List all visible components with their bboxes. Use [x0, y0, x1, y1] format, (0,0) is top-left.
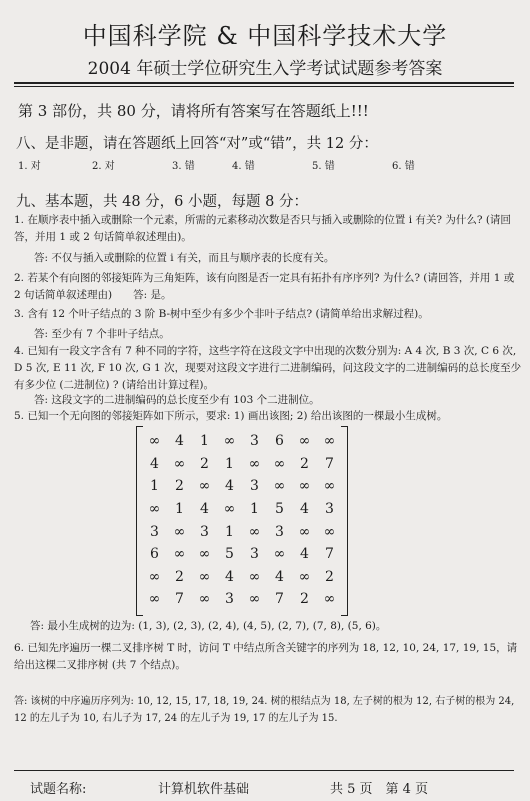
- section9-heading: 九、基本题，共 48 分，6 小题，每题 8 分：: [16, 194, 308, 210]
- footer-rule: [14, 770, 514, 771]
- matrix-cell: ∞: [323, 591, 336, 608]
- answer-4: 答: 这段文字的二进制编码的总长度至少有 103 个二进制位。: [34, 394, 320, 406]
- matrix-cell: 3: [250, 478, 259, 495]
- matrix-cell: 4: [275, 568, 284, 585]
- matrix-cell: ∞: [298, 433, 311, 450]
- matrix-cell: 1: [175, 501, 184, 518]
- matrix-cell: 7: [325, 455, 334, 472]
- matrix-cell: ∞: [248, 455, 261, 472]
- matrix-cell: ∞: [148, 501, 161, 518]
- header-rule: [14, 82, 514, 84]
- matrix-cell: ∞: [323, 523, 336, 540]
- matrix-cell: ∞: [148, 591, 161, 608]
- matrix-cell: ∞: [248, 568, 261, 585]
- matrix-cell: 3: [200, 523, 209, 540]
- matrix-cell: ∞: [248, 523, 261, 540]
- matrix-cell: ∞: [323, 433, 336, 450]
- matrix-row: [142, 498, 342, 521]
- tf-answer-5: 5. 错: [312, 161, 335, 172]
- matrix-cell: ∞: [223, 501, 236, 518]
- matrix-cell: ∞: [198, 591, 211, 608]
- tf-answer-3: 3. 错: [172, 161, 195, 172]
- matrix-cell: 2: [300, 591, 309, 608]
- question-4: 4. 已知有一段文字含有 7 种不同的字符，这些字符在这段文字中出现的次数分别为: A 4 次, B 3 次, C 6 次, D 5 次, E 11 次, F 10 次, G 1 次，现要对这段文字进行二进制编码，问这段文字的二进制编码的总长度至少有多少位 (二进制位) ? (请给出计算过程)。: [14, 345, 522, 391]
- matrix-cell: ∞: [273, 455, 286, 472]
- matrix-cell: ∞: [298, 568, 311, 585]
- question-5: 5. 已知一个无向图的邻接矩阵如下所示，要求: 1) 画出该图; 2) 给出该图的一棵最小生成树。: [14, 410, 448, 422]
- matrix-cell: 3: [275, 523, 284, 540]
- matrix-cell: 1: [250, 501, 259, 518]
- matrix-cell: ∞: [323, 478, 336, 495]
- matrix-cell: 4: [300, 546, 309, 563]
- matrix-cell: 4: [200, 501, 209, 518]
- part-heading: 第 3 部份，共 80 分，请将所有答案写在答题纸上!!!: [18, 102, 369, 120]
- matrix-cell: 7: [275, 591, 284, 608]
- matrix-cell: ∞: [173, 546, 186, 563]
- matrix-cell: ∞: [273, 546, 286, 563]
- adjacency-matrix: [136, 426, 348, 614]
- matrix-cell: ∞: [198, 546, 211, 563]
- matrix-cell: ∞: [223, 433, 236, 450]
- section8-heading: 八、是非题，请在答题纸上回答“对”或“错”，共 12 分：: [16, 136, 378, 152]
- footer-page-count: 共 5 页 第 4 页: [330, 782, 429, 797]
- tf-answer-4: 4. 错: [232, 161, 255, 172]
- matrix-cell: 4: [300, 501, 309, 518]
- matrix-cell: 5: [225, 546, 234, 563]
- matrix-cell: 6: [275, 433, 284, 450]
- matrix-cell: ∞: [248, 591, 261, 608]
- footer-course-name: 计算机软件基础: [158, 782, 250, 797]
- matrix-cell: ∞: [273, 478, 286, 495]
- matrix-row: [142, 520, 342, 543]
- question-1: 1. 在顺序表中插入或删除一个元素，所需的元素移动次数是否只与插入或删除的位置 i 有关? 为什么? (请回答，并用 1 或 2 句话简单叙述理由)。: [14, 214, 511, 243]
- question-2: 2. 若某个有向图的邻接矩阵为三角矩阵，该有向图是否一定具有拓扑有序序列? 为什么? (请回答，并用 1 或 2 句话简单叙述理由) 答: 是。: [14, 272, 515, 301]
- matrix-cell: 3: [250, 546, 259, 563]
- matrix-cell: ∞: [173, 523, 186, 540]
- matrix-row: [142, 543, 342, 566]
- matrix-cell: ∞: [148, 568, 161, 585]
- matrix-cell: 1: [225, 523, 234, 540]
- answer-3: 答: 至少有 7 个非叶子结点。: [34, 328, 170, 340]
- answer-6: 答: 该树的中序遍历序列为: 10, 12, 15, 17, 18, 19, 24. 树的根结点为 18, 左子树的根为 12, 右子树的根为 24, 12 的左儿子为 10, 右儿子为 17, 24 的左儿子为 19, 17 的左儿子为 15.: [14, 696, 515, 724]
- matrix-cell: 2: [325, 568, 334, 585]
- answer-1: 答: 不仅与插入或删除的位置 i 有关，而且与顺序表的长度有关。: [34, 252, 335, 264]
- matrix-cell: 2: [200, 455, 209, 472]
- matrix-cell: 3: [250, 433, 259, 450]
- footer-label: 试题名称:: [30, 782, 87, 797]
- matrix-cell: 3: [225, 591, 234, 608]
- matrix-cell: 2: [175, 568, 184, 585]
- question-3: 3. 含有 12 个叶子结点的 3 阶 B-树中至少有多少个非叶子结点? (请简单给出求解过程)。: [14, 308, 429, 320]
- matrix-cell: ∞: [198, 478, 211, 495]
- tf-answer-1: 1. 对: [18, 161, 41, 172]
- matrix-row: [142, 566, 342, 589]
- matrix-cell: ∞: [173, 455, 186, 472]
- matrix-row: [142, 430, 342, 453]
- answer-5: 答: 最小生成树的边为: (1, 3), (2, 3), (2, 4), (4, 5), (2, 7), (7, 8), (5, 6)。: [30, 620, 387, 632]
- matrix-cell: 3: [325, 501, 334, 518]
- matrix-cell: ∞: [198, 568, 211, 585]
- exam-title: 中国科学院 & 中国科学技术大学: [82, 22, 448, 50]
- matrix-row: [142, 588, 342, 611]
- header-rule-thin: [14, 86, 514, 87]
- matrix-right-bracket: [341, 426, 348, 616]
- matrix-row: [142, 453, 342, 476]
- tf-answer-6: 6. 错: [392, 161, 415, 172]
- matrix-cell: 1: [150, 478, 159, 495]
- matrix-cell: 4: [175, 433, 184, 450]
- matrix-cell: ∞: [298, 478, 311, 495]
- matrix-cell: 2: [175, 478, 184, 495]
- matrix-cell: ∞: [298, 523, 311, 540]
- matrix-cell: 2: [300, 455, 309, 472]
- matrix-cell: ∞: [148, 433, 161, 450]
- matrix-cell: 6: [150, 546, 159, 563]
- matrix-cell: 4: [225, 568, 234, 585]
- matrix-row: [142, 475, 342, 498]
- question-6: 6. 已知先序遍历一棵二叉排序树 T 时，访问 T 中结点所含关键字的序列为 18, 12, 10, 24, 17, 19, 15，请给出这棵二叉排序树 (共 7 个结点)。: [14, 642, 518, 671]
- matrix-cell: 5: [275, 501, 284, 518]
- matrix-cell: 4: [225, 478, 234, 495]
- matrix-cell: 1: [225, 455, 234, 472]
- matrix-cell: 3: [150, 523, 159, 540]
- matrix-cell: 4: [150, 455, 159, 472]
- tf-answer-2: 2. 对: [92, 161, 115, 172]
- matrix-cell: 1: [200, 433, 209, 450]
- matrix-cell: 7: [325, 546, 334, 563]
- matrix-cell: 7: [175, 591, 184, 608]
- exam-subtitle: 2004 年硕士学位研究生入学考试试题参考答案: [87, 59, 443, 79]
